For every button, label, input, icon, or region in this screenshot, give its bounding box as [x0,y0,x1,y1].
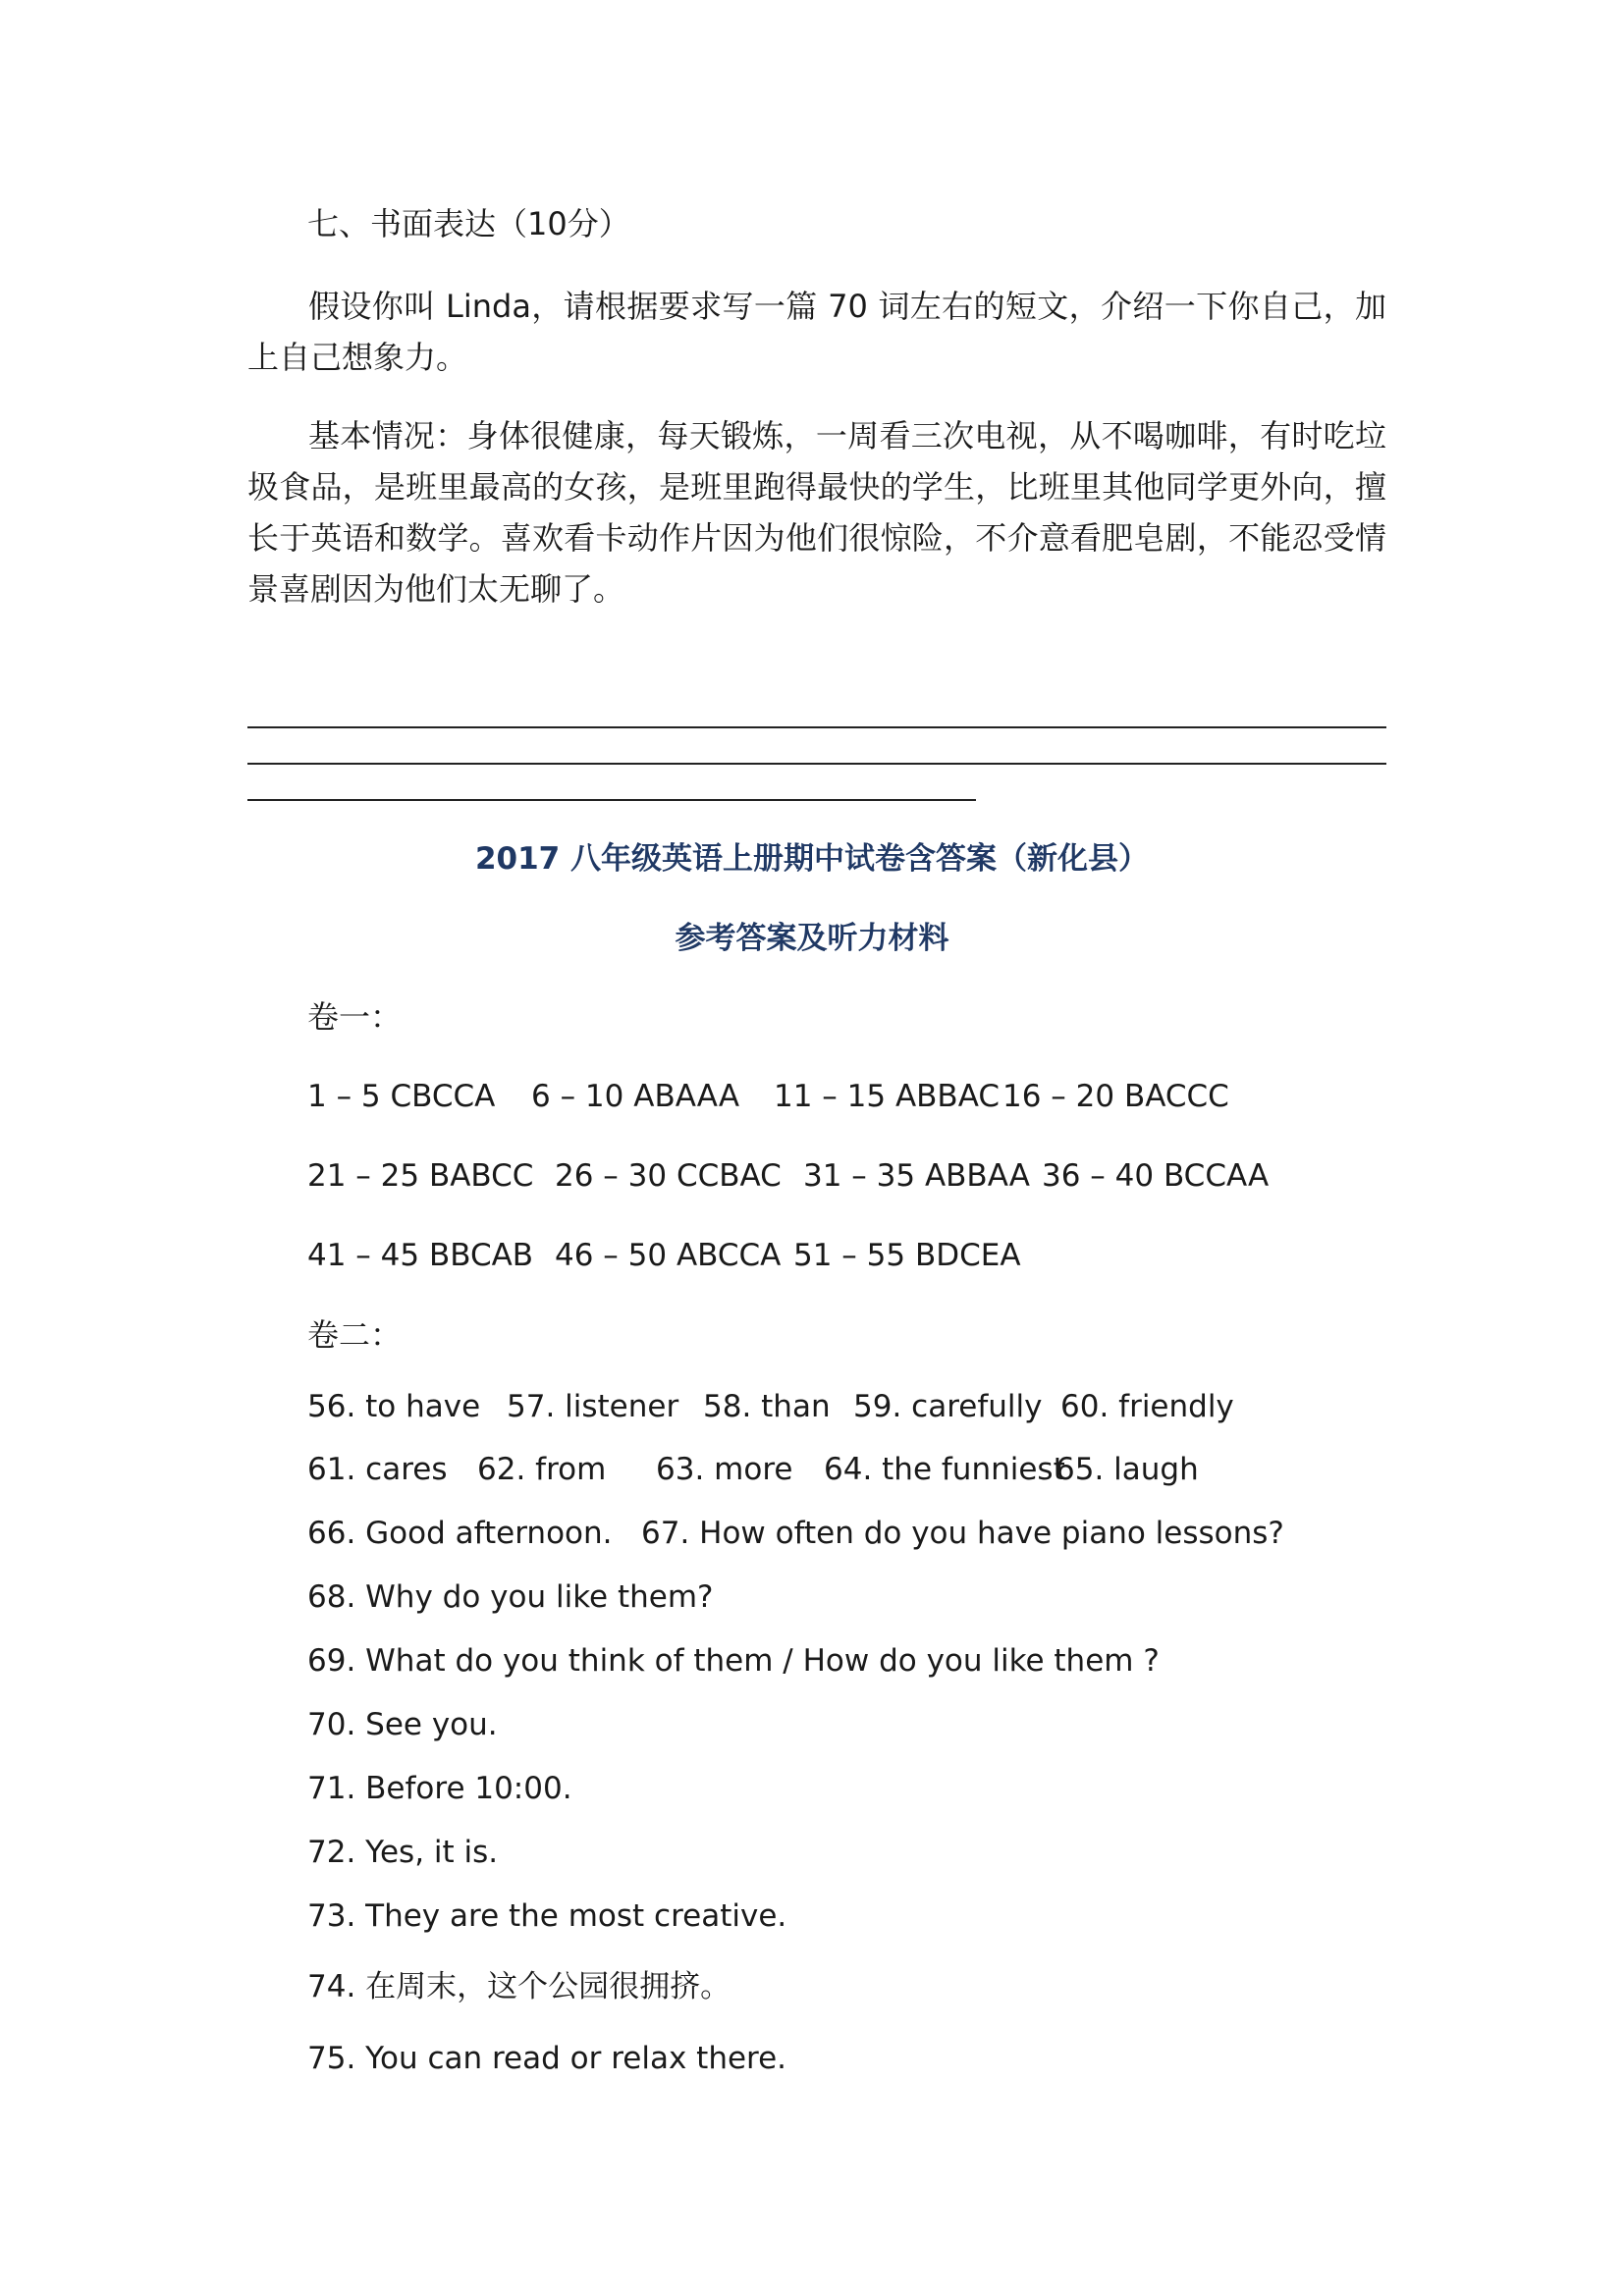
answer-line: 73. They are the most creative. [307,1898,787,1934]
mc-answer-group: 46 – 50 ABCCA [555,1238,782,1273]
fill-answer: 65. laugh [1056,1452,1199,1487]
answer-line-2 [247,763,1386,765]
writing-prompt: 假设你叫 Linda，请根据要求写一篇 70 词左右的短文，介绍一下你自己，加上自己想象力。 [247,288,1386,376]
fill-answer: 57. listener [507,1389,679,1424]
part2-label: 卷二： [307,1316,403,1354]
answer-line-1 [247,726,1386,728]
mc-answer-group: 26 – 30 CCBAC [555,1158,782,1194]
mc-answer-group: 11 – 15 ABBAC [774,1079,1001,1114]
fill-answer: 67. How often do you have piano lessons? [641,1516,1284,1551]
fill-answer: 58. than [703,1389,831,1424]
fill-answer: 61. cares [307,1452,448,1487]
answer-key-subtitle: 参考答案及听力材料 [675,921,949,956]
answer-line: 72. Yes, it is. [307,1835,499,1870]
writing-section-title: 七、书面表达（10分） [307,205,630,242]
fill-answer: 66. Good afternoon. [307,1516,613,1551]
mc-answer-group: 16 – 20 BACCC [1002,1079,1229,1114]
mc-answer-group: 31 – 35 ABBAA [803,1158,1030,1194]
fill-answer: 59. carefully [853,1389,1043,1424]
answer-line: 75. You can read or relax there. [307,2041,787,2076]
mc-answer-group: 36 – 40 BCCAA [1042,1158,1270,1194]
fill-answer: 63. more [656,1452,793,1487]
mc-answer-group: 21 – 25 BABCC [307,1158,534,1194]
answer-line: 70. See you. [307,1707,498,1742]
fill-answer: 62. from [477,1452,607,1487]
answer-line-3 [247,799,976,801]
answer-line: 69. What do you think of them / How do you like them ? [307,1643,1160,1679]
mc-answer-group: 41 – 45 BBCAB [307,1238,534,1273]
mc-answer-group: 6 – 10 ABAAA [531,1079,740,1114]
fill-answer: 60. friendly [1060,1389,1234,1424]
answer-line: 68. Why do you like them? [307,1579,714,1615]
answer-line: 74. 在周末，这个公园很拥挤。 [307,1969,731,2004]
fill-answer: 56. to have [307,1389,481,1424]
answer-line: 71. Before 10:00. [307,1771,572,1806]
writing-basic-info: 基本情况：身体很健康，每天锻炼，一周看三次电视，从不喝咖啡，有时吃垃圾食品，是班里最高的女孩，是班里跑得最快的学生，比班里其他同学更外向，擅长于英语和数学。喜欢看卡动作片因为他们很惊险，不介意看肥皂剧，不能忍受情景喜剧因为他们太无聊了。 [247,417,1386,608]
mc-answer-group: 51 – 55 BDCEA [793,1238,1021,1273]
answer-key-title: 2017 八年级英语上册期中试卷含答案（新化县） [474,841,1150,877]
fill-answer: 64. the funniest [824,1452,1065,1487]
part1-label: 卷一： [307,998,403,1036]
mc-answer-group: 1 – 5 CBCCA [307,1079,496,1114]
